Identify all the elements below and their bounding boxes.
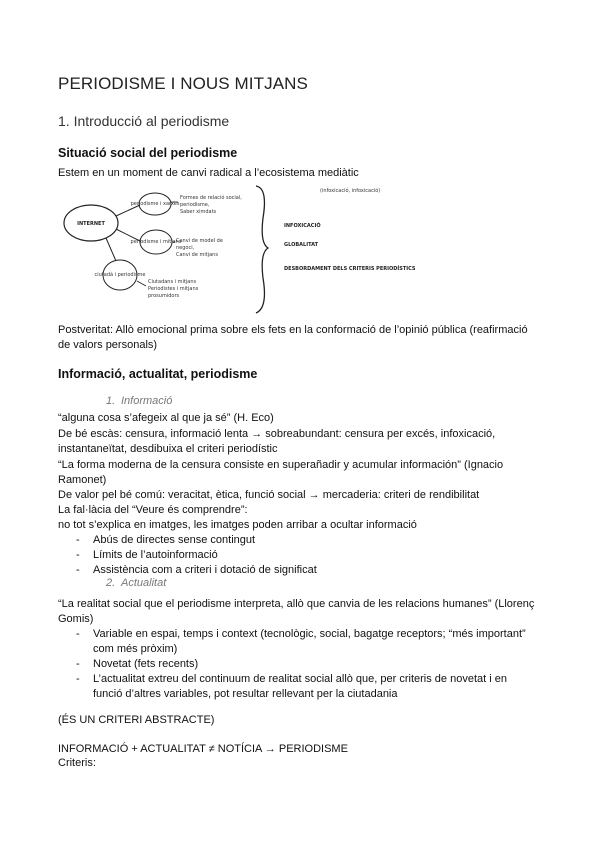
intro-line: Estem en un moment de canvi radical a l’ecosistema mediàtic (58, 167, 359, 179)
diagram-note: Saber ximdats (180, 209, 217, 215)
bullet-item: Límits de l’autoinformació (93, 549, 218, 561)
body-line: Ramonet) (58, 474, 107, 486)
page-title: PERIODISME I NOUS MITJANS (58, 74, 308, 93)
body-line: instantaneïtat, desdibuixa el criteri periodístic (58, 443, 278, 455)
bullet-item-cont: funció d’altres variables, pot resultar rellevant per la ciutadania (93, 688, 398, 700)
list-number: 1. (106, 395, 116, 407)
body-line: no tot s’explica en imatges, les imatges poden arribar a ocultar informació (58, 519, 417, 531)
document-page: PERIODISME I NOUS MITJANS 1. Introducció al periodisme Situació social del periodisme Estem en un moment de canvi radical a l’ecosistema mediàtic INTERNET periodisme i xarxes periodisme i mitjans ciutadà i periodisme Formes de relació social, periodisme, Saber ximdats Canvi de model de negoci, Canvi de mitjans Ciutadans i mitjans Periodistes i mitjans prosumidors (infoxicació, infoxicació) INFOXICACIÓ GLOBALITAT DESBORDAMENT DELS CRITERIS PERIODÍSTICS Postveritat: Allò emocional prima sobre els fets en la conformació de l’opinió pública (reafirmació de valors personals) Informació, actualitat, periodisme 1. Informació “alguna cosa s’afegeix al que ja sé” (H. Eco) De bé escàs: censura, informació lenta → sobreabundant: censura per excés, infoxicació, instantaneïtat, desdibuixa el criteri periodístic “La forma moderna de la censura consiste en superañadir y acumular información” (Ignacio Ramonet) De valor pel bé comú: veracitat, ètica, funció social → mercaderia: criteri de rendibilitat La fal·làcia del “Veure és comprendre”: no tot s’explica en imatges, les imatges poden arribar a ocultar informació - Abús de directes sense contingut - Límits de l’autoinformació - Assistència com a criteri i dotació de significat 2. Actualitat “La realitat social que el periodisme interpreta, allò que canvia de les relacions humanes” (Llorenç Gomis) - Variable en espai, temps i context (tecnològic, social, bagatge receptors; “més important” com més pròxim) - Novetat (fets recents) - L’actualitat extreu del continuum de realitat social allò que, per criteris de novetat i en funció d’altres variables, pot resultar rellevant per la ciutadania (ÉS UN CRITERI ABSTRACTE) INFORMACIÓ + ACTUALITAT ≠ NOTÍCIA → PERIODISME Criteris: (58, 74, 535, 769)
diagram-brace (256, 186, 268, 313)
list-number: 2. (106, 577, 116, 589)
diagram-node-label: periodisme i mitjans (130, 239, 182, 245)
diagram-right-label: INFOXICACIÓ (284, 223, 321, 229)
diagram-node-label: ciutadà i periodisme (94, 272, 146, 278)
internet-diagram (58, 183, 418, 318)
diagram-note: Ciutadans i mitjans (148, 279, 197, 285)
diagram-note: Formes de relació social, (180, 195, 242, 201)
quote-line: “La realitat social que el periodisme interpreta, allò que canvia de les relacions humanes” (Llorenç (58, 598, 535, 610)
bullet-item: L’actualitat extreu del continuum de realitat social allò que, per criteris de novetat i en (93, 673, 507, 685)
body-line: De valor pel bé comú: veracitat, ètica, funció social → mercaderia: criteri de rendibilitat (58, 489, 480, 501)
abstract-note: (ÉS UN CRITERI ABSTRACTE) (58, 714, 215, 726)
body-line: “La forma moderna de la censura consiste en superañadir y acumular información” (Ignacio (58, 459, 504, 471)
postveritat-line: Postveritat: Allò emocional prima sobre els fets en la conformació de l’opinió pública (reafirmació (58, 324, 528, 336)
diagram-right-label: GLOBALITAT (284, 242, 319, 248)
diagram-note: Canvi de mitjans (176, 252, 218, 258)
subsection-heading-situacio: Situació social del periodisme (58, 146, 238, 160)
section-heading: 1. Introducció al periodisme (58, 113, 230, 129)
bullet-item: Novetat (fets recents) (93, 658, 199, 670)
list-item-actualitat: Actualitat (121, 577, 167, 589)
diagram-link (106, 238, 116, 261)
formula-line: INFORMACIÓ + ACTUALITAT ≠ NOTÍCIA → PERIODISME (58, 743, 348, 755)
bullet-item: Assistència com a criteri i dotació de significat (93, 564, 317, 576)
bullet-item: Variable en espai, temps i context (tecnològic, social, bagatge receptors; “més important” (93, 628, 526, 640)
quote-line: Gomis) (58, 613, 94, 625)
subsection-heading-informacio: Informació, actualitat, periodisme (58, 367, 258, 381)
diagram-right-label: DESBORDAMENT DELS CRITERIS PERIODÍSTICS (284, 266, 416, 272)
diagram-note: negoci, (176, 245, 195, 251)
diagram-node-label: periodisme i xarxes (130, 201, 180, 207)
diagram-note: prosumidors (148, 293, 180, 299)
bullet-item-cont: com més pròxim) (93, 643, 178, 655)
criteris-label: Criteris: (58, 757, 96, 769)
diagram-note: Periodistes i mitjans (148, 286, 199, 292)
diagram-center-label: INTERNET (77, 221, 105, 227)
body-line: “alguna cosa s’afegeix al que ja sé” (H. Eco) (58, 412, 274, 424)
diagram-note: periodisme, (180, 202, 210, 208)
bullet-item: Abús de directes sense contingut (93, 534, 256, 546)
diagram-note: Canvi de model de (176, 238, 223, 244)
list-item-informacio: Informació (121, 395, 173, 407)
body-line: De bé escàs: censura, informació lenta → sobreabundant: censura per excés, infoxicació, (58, 428, 496, 440)
diagram-top-note: (infoxicació, infoxicació) (320, 188, 381, 194)
postveritat-line: de valors personals) (58, 339, 158, 351)
body-line: La fal·làcia del “Veure és comprendre”: (58, 504, 248, 516)
